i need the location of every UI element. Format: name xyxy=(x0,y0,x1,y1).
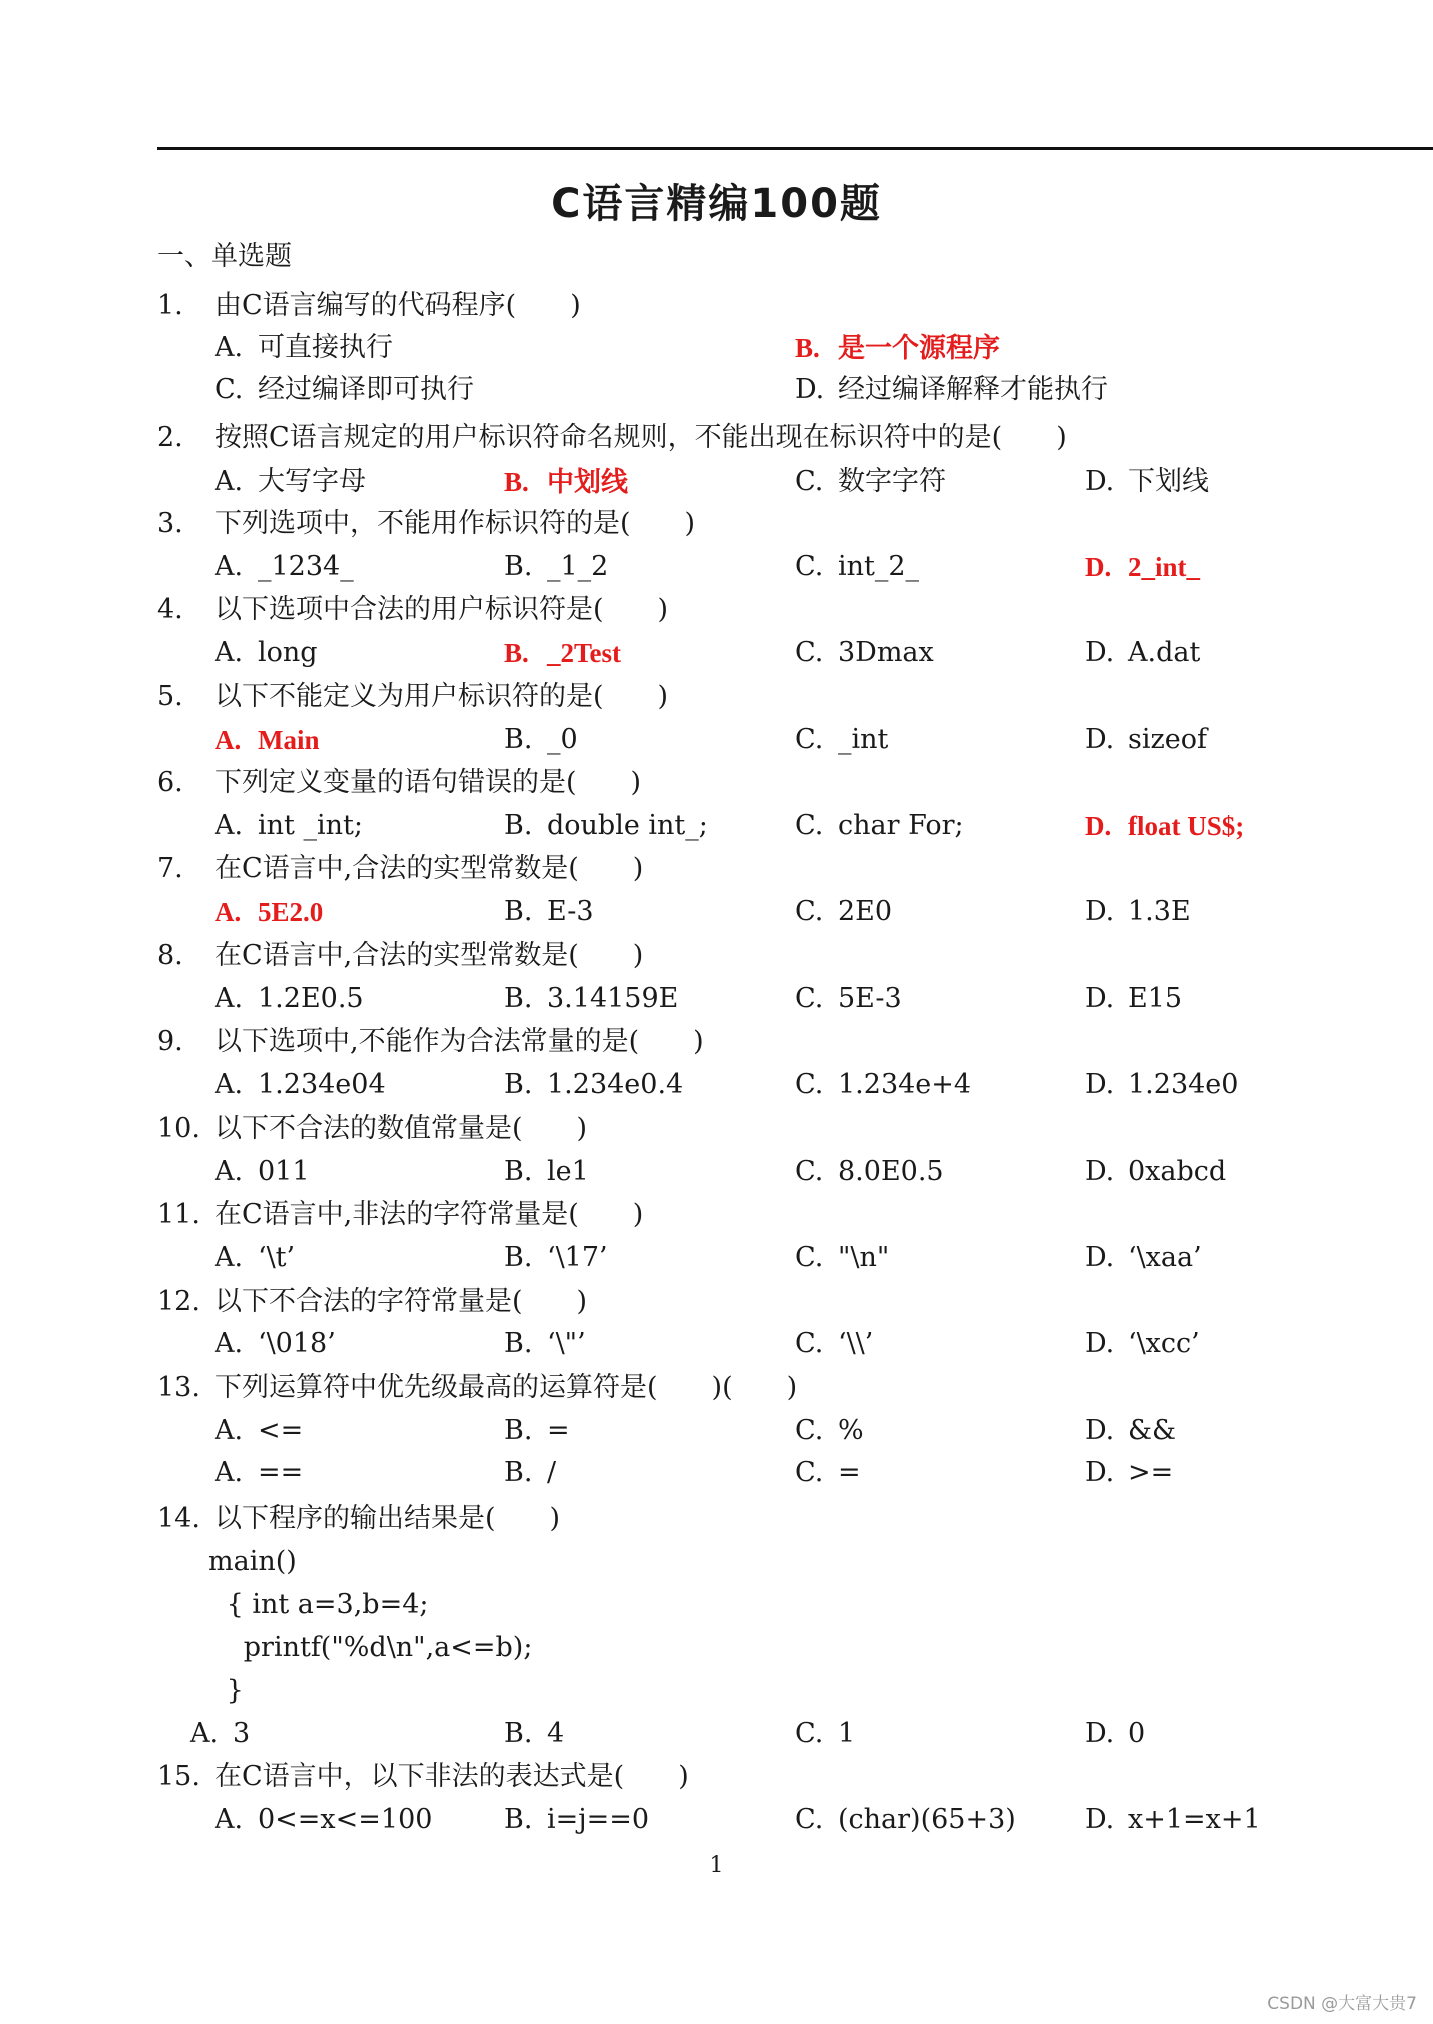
option-text: % xyxy=(838,1415,864,1446)
question-number: 13. xyxy=(157,1372,200,1403)
option-label: D. xyxy=(1085,1415,1115,1446)
option-text: ‘\xcc’ xyxy=(1128,1328,1200,1359)
option-text: ‘\\’ xyxy=(838,1328,874,1359)
question-text: 下列选项中，不能用作标识符的是( ) xyxy=(215,508,696,539)
option-text: le1 xyxy=(547,1156,589,1187)
option-text: 1.234e0 xyxy=(1128,1069,1239,1100)
option-label: C. xyxy=(795,1069,824,1100)
page-number: 1 xyxy=(709,1853,724,1878)
option-label: A. xyxy=(215,897,242,927)
option-label: B. xyxy=(795,333,820,363)
code-line: { int a=3,b=4; xyxy=(218,1589,429,1620)
question-text: 以下不合法的数值常量是( ) xyxy=(215,1113,588,1144)
option-label: B. xyxy=(504,1328,533,1359)
option-text: int_2_ xyxy=(838,551,920,582)
option-label: D. xyxy=(1085,637,1115,668)
option-text: 0<=x<=100 xyxy=(258,1804,433,1835)
option-label: D. xyxy=(1085,466,1115,497)
option-label: B. xyxy=(504,638,529,668)
option-label: A. xyxy=(215,810,244,841)
option-label: D. xyxy=(1085,1804,1115,1835)
question-text: 以下不合法的字符常量是( ) xyxy=(215,1286,588,1317)
option-label: C. xyxy=(795,983,824,1014)
option-text: 1.2E0.5 xyxy=(258,983,364,1014)
option-label: B. xyxy=(504,983,533,1014)
answer-option-text: 5E2.0 xyxy=(258,897,324,927)
code-line: } xyxy=(218,1675,244,1706)
option-label: C. xyxy=(795,1242,824,1273)
option-label: C. xyxy=(795,1457,824,1488)
question-number: 1. xyxy=(157,290,183,321)
question-text: 在C语言中,合法的实型常数是( ) xyxy=(215,940,644,971)
watermark: CSDN @大富大贵7 xyxy=(1267,1994,1417,2014)
option-label: C. xyxy=(795,1718,824,1749)
option-text: _0 xyxy=(547,724,578,755)
option-text: sizeof xyxy=(1128,724,1207,755)
question-number: 12. xyxy=(157,1286,200,1317)
option-label: C. xyxy=(795,466,824,497)
option-label: D. xyxy=(1085,1457,1115,1488)
option-text: long xyxy=(258,637,318,668)
answer-option-text: Main xyxy=(258,725,320,755)
option-text: _1234_ xyxy=(258,551,354,582)
option-text: 1.3E xyxy=(1128,896,1191,927)
option-text: (char)(65+3) xyxy=(838,1804,1016,1835)
option-text: A.dat xyxy=(1128,637,1201,668)
option-label: D. xyxy=(1085,552,1112,582)
option-text: _int xyxy=(838,724,889,755)
option-text: 5E-3 xyxy=(838,983,902,1014)
option-label: C. xyxy=(795,1415,824,1446)
option-label: D. xyxy=(1085,983,1115,1014)
option-label: A. xyxy=(215,1328,244,1359)
answer-option-text: _2Test xyxy=(547,638,622,668)
option-label: B. xyxy=(504,551,533,582)
question-text: 在C语言中,非法的字符常量是( ) xyxy=(215,1199,644,1230)
option-label: D. xyxy=(1085,1156,1115,1187)
option-text: 0 xyxy=(1128,1718,1146,1749)
option-text: 2E0 xyxy=(838,896,893,927)
question-text: 在C语言中，以下非法的表达式是( ) xyxy=(215,1761,689,1792)
option-label: B. xyxy=(504,1415,533,1446)
question-number: 4. xyxy=(157,594,183,625)
option-label: A. xyxy=(215,466,244,497)
question-text: 按照C语言规定的用户标识符命名规则，不能出现在标识符中的是( ) xyxy=(215,422,1067,453)
option-text: 可直接执行 xyxy=(258,332,393,363)
option-label: A. xyxy=(215,983,244,1014)
option-label: B. xyxy=(504,1156,533,1187)
option-text: ‘\xaa’ xyxy=(1128,1242,1202,1273)
option-label: B. xyxy=(504,810,533,841)
question-number: 15. xyxy=(157,1761,200,1792)
option-text: 数字字符 xyxy=(838,466,946,497)
option-label: B. xyxy=(504,724,533,755)
option-text: <= xyxy=(258,1415,304,1446)
option-text: 011 xyxy=(258,1156,310,1187)
answer-option-text: 是一个源程序 xyxy=(838,333,1000,363)
question-number: 14. xyxy=(157,1503,200,1534)
option-text: 8.0E0.5 xyxy=(838,1156,944,1187)
question-text: 以下选项中合法的用户标识符是( ) xyxy=(215,594,669,625)
option-label: B. xyxy=(504,1457,533,1488)
option-text: 下划线 xyxy=(1128,466,1209,497)
question-number: 10. xyxy=(157,1113,200,1144)
option-text: ‘\t’ xyxy=(258,1242,296,1273)
option-text: x+1=x+1 xyxy=(1128,1804,1261,1835)
option-label: C. xyxy=(795,1804,824,1835)
question-number: 5. xyxy=(157,681,183,712)
option-label: D. xyxy=(1085,724,1115,755)
option-label: D. xyxy=(1085,1718,1115,1749)
option-text: 0xabcd xyxy=(1128,1156,1227,1187)
option-label: B. xyxy=(504,1804,533,1835)
option-label: C. xyxy=(795,1328,824,1359)
option-label: A. xyxy=(215,1156,244,1187)
option-label: A. xyxy=(190,1718,219,1749)
option-label: B. xyxy=(504,467,529,497)
answer-option-text: 2_int_ xyxy=(1128,552,1201,582)
option-text: == xyxy=(258,1457,304,1488)
option-label: A. xyxy=(215,725,242,755)
option-label: A. xyxy=(215,1069,244,1100)
option-text: 经过编译解释才能执行 xyxy=(838,374,1108,405)
option-text: _1_2 xyxy=(547,551,609,582)
option-label: A. xyxy=(215,1415,244,1446)
question-text: 由C语言编写的代码程序( ) xyxy=(215,290,581,321)
option-text: 3Dmax xyxy=(838,637,934,668)
option-text: int _int; xyxy=(258,810,363,841)
option-label: B. xyxy=(504,1242,533,1273)
option-label: D. xyxy=(795,374,825,405)
option-label: C. xyxy=(795,810,824,841)
option-text: double int_; xyxy=(547,810,708,841)
question-number: 7. xyxy=(157,853,183,884)
option-label: C. xyxy=(795,724,824,755)
option-label: C. xyxy=(795,637,824,668)
question-number: 6. xyxy=(157,767,183,798)
option-label: C. xyxy=(795,896,824,927)
option-text: 1 xyxy=(838,1718,856,1749)
question-number: 9. xyxy=(157,1026,183,1057)
option-text: ‘\17’ xyxy=(547,1242,608,1273)
question-text: 以下不能定义为用户标识符的是( ) xyxy=(215,681,669,712)
option-label: C. xyxy=(795,1156,824,1187)
section-heading: 一、单选题 xyxy=(157,241,292,272)
code-line: main() xyxy=(208,1546,297,1577)
option-label: A. xyxy=(215,551,244,582)
option-label: A. xyxy=(215,1804,244,1835)
option-label: D. xyxy=(1085,1069,1115,1100)
answer-option-text: float US$; xyxy=(1128,811,1245,841)
question-number: 8. xyxy=(157,940,183,971)
question-number: 11. xyxy=(157,1199,200,1230)
option-text: i=j==0 xyxy=(547,1804,650,1835)
option-label: D. xyxy=(1085,811,1112,841)
option-text: 1.234e04 xyxy=(258,1069,386,1100)
option-text: 经过编译即可执行 xyxy=(258,374,474,405)
question-text: 下列运算符中优先级最高的运算符是( )( ) xyxy=(215,1372,798,1403)
option-text: ‘\018’ xyxy=(258,1328,336,1359)
option-text: 1.234e+4 xyxy=(838,1069,972,1100)
option-text: 3 xyxy=(233,1718,251,1749)
option-text: >= xyxy=(1128,1457,1174,1488)
question-text: 以下选项中,不能作为合法常量的是( ) xyxy=(215,1026,704,1057)
option-label: D. xyxy=(1085,896,1115,927)
option-label: A. xyxy=(215,1457,244,1488)
option-text: ‘\"’ xyxy=(547,1328,586,1359)
option-label: B. xyxy=(504,1718,533,1749)
option-label: D. xyxy=(1085,1328,1115,1359)
option-text: 大写字母 xyxy=(258,466,366,497)
answer-option-text: 中划线 xyxy=(547,467,628,497)
question-text: 以下程序的输出结果是( ) xyxy=(215,1503,561,1534)
option-text: char For; xyxy=(838,810,964,841)
option-text: E-3 xyxy=(547,896,594,927)
option-text: E15 xyxy=(1128,983,1183,1014)
doc-title: C语言精编100题 xyxy=(551,181,882,227)
option-label: D. xyxy=(1085,1242,1115,1273)
header-rule xyxy=(157,147,1433,150)
option-text: = xyxy=(838,1457,861,1488)
question-number: 3. xyxy=(157,508,183,539)
option-label: B. xyxy=(504,896,533,927)
option-text: 1.234e0.4 xyxy=(547,1069,684,1100)
option-label: A. xyxy=(215,637,244,668)
question-text: 在C语言中,合法的实型常数是( ) xyxy=(215,853,644,884)
option-text: "\n" xyxy=(838,1242,890,1273)
option-label: A. xyxy=(215,332,244,363)
question-number: 2. xyxy=(157,422,183,453)
option-text: / xyxy=(547,1457,557,1488)
option-label: B. xyxy=(504,1069,533,1100)
code-line: printf("%d\n",a<=b); xyxy=(218,1632,533,1663)
option-text: && xyxy=(1128,1415,1177,1446)
option-text: 3.14159E xyxy=(547,983,679,1014)
option-label: C. xyxy=(215,374,244,405)
option-label: C. xyxy=(795,551,824,582)
option-label: A. xyxy=(215,1242,244,1273)
question-text: 下列定义变量的语句错误的是( ) xyxy=(215,767,642,798)
option-text: = xyxy=(547,1415,570,1446)
option-text: 4 xyxy=(547,1718,565,1749)
